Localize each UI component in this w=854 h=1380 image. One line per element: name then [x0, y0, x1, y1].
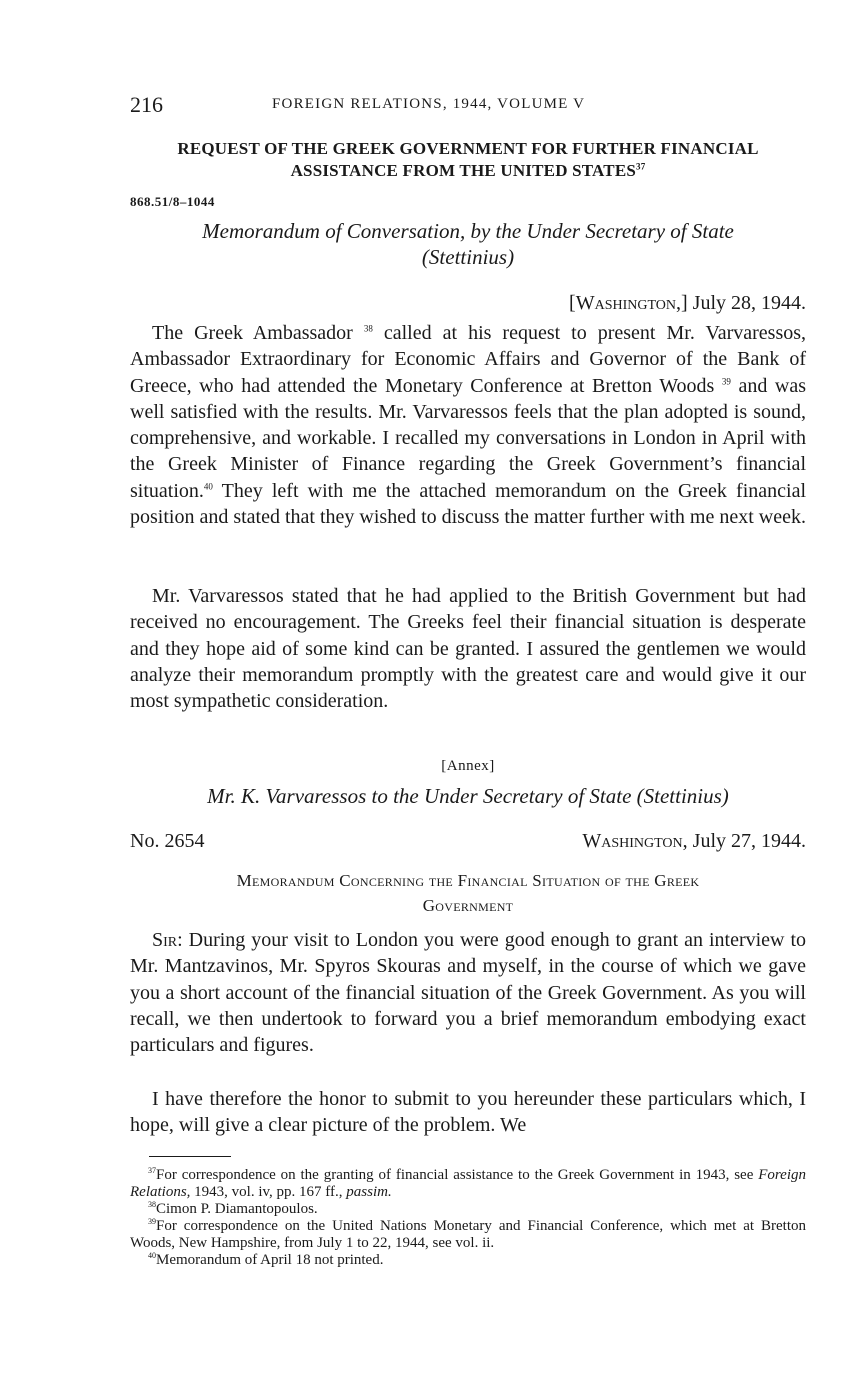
memo-heading-line-1: Memorandum of Conversation, by the Under Secretary of State [202, 219, 734, 243]
paragraph-3 [130, 927, 806, 1058]
paragraph-4: I have therefore the honor to submit to you hereunder these particulars which, I hope, will give a clear picture of the problem. We [130, 1088, 806, 1137]
dateline [569, 292, 806, 315]
footnote-38-text: Cimon P. Diamantopoulos. [156, 1201, 318, 1217]
page-number: 216 [130, 92, 163, 117]
file-number: 868.51/8–1044 [130, 194, 215, 209]
memo-subject-line-1: Memorandum Concerning the Financial Situation of the Greek [236, 871, 700, 890]
running-head [130, 92, 806, 120]
footnote-ref-40[interactable]: 40 [203, 481, 213, 492]
memo-heading-line-2: (Stettinius) [421, 245, 515, 269]
footnote-37-passim: passim. [346, 1184, 392, 1200]
dateline-date: July 28, 1944. [692, 292, 806, 314]
footnote-ref-38[interactable]: 38 [363, 323, 373, 334]
footnote-37-marker: 37 [148, 1166, 156, 1175]
footnote-rule [149, 1156, 231, 1157]
memo-heading [130, 218, 806, 270]
section-title-line-2 [130, 160, 806, 182]
running-title: FOREIGN RELATIONS, 1944, VOLUME V [272, 96, 586, 112]
footnote-ref-39[interactable]: 39 [721, 375, 731, 386]
footnotes [130, 1167, 806, 1269]
annex-label: [Annex] [441, 758, 495, 774]
footnote-38 [130, 1201, 806, 1218]
annex-heading: Mr. K. Varvaressos to the Under Secretary of State (Stettinius) [207, 784, 729, 808]
footnote-40-text: Memorandum of April 18 not printed. [156, 1252, 384, 1268]
footnote-37-text-mid: 1943, vol. iv, pp. 167 ff., [194, 1184, 343, 1200]
paragraph-1-part-4: They left with me the attached memorandum on the Greek financial position and stated that they wished to discuss the matter further with me next week. [130, 479, 807, 529]
paragraph-3-text: : During your visit to London you were good enough to grant an interview to Mr. Mantzavinos, Mr. Spyros Skouras and myself, in the course of which we gave you a short account of the financial situation of the Greek Government. As you will recall, we then undertook to forward you a brief memorandum embodying exact particulars and figures. [130, 929, 806, 1057]
letter-meta [130, 830, 806, 856]
letter-place: Washington, [582, 830, 688, 852]
memo-subject-line-2: Government [422, 896, 514, 915]
paragraph-1-part-1: The Greek Ambassador [152, 322, 353, 344]
memo-subject [130, 868, 806, 918]
letter-number: No. 2654 [130, 830, 205, 852]
footnote-ref-37[interactable]: 37 [636, 161, 646, 172]
footnote-39 [130, 1218, 806, 1252]
letter-date: July 27, 1944. [692, 830, 806, 852]
section-title-line-1: REQUEST OF THE GREEK GOVERNMENT FOR FURTHER FINANCIAL [177, 139, 759, 158]
footnote-39-text: For correspondence on the United Nations Monetary and Financial Conference, which met at Bretton Woods, New Hampshire, from July 1 to 22, 1944, see vol. ii. [130, 1218, 806, 1251]
paragraph-1 [130, 320, 806, 530]
footnote-38-marker: 38 [148, 1200, 156, 1209]
section-title-line-2-text: ASSISTANCE FROM THE UNITED STATES [290, 161, 637, 180]
section-title [130, 138, 806, 182]
footnote-37-text-before: For correspondence on the granting of financial assistance to the Greek Government in 1943, see [156, 1167, 754, 1183]
footnote-37 [130, 1167, 806, 1201]
footnote-39-marker: 39 [148, 1217, 156, 1226]
paragraph-1-part-2: called at his request to present Mr. Varvaressos, Ambassador Extraordinary for Economic Affairs and Governor of the Bank of Greece, who had attended the Monetary Conference at Bretton Woods [130, 322, 807, 397]
footnote-40 [130, 1252, 806, 1269]
footnote-37-source: Foreign Relations, [130, 1167, 806, 1200]
salutation: Sir [152, 929, 178, 951]
letter-dateline [582, 830, 806, 853]
footnote-40-marker: 40 [148, 1251, 156, 1260]
paragraph-1-part-3: and was well satisfied with the results. Mr. Varvaressos feels that the plan adopted is sound, comprehensive, and workable. I recalled my conversations in London in April with the Greek Minister of Finance regarding the Greek Government’s financial situation. [130, 374, 807, 502]
dateline-place: [Washington,] [569, 292, 688, 314]
paragraph-2: Mr. Varvaressos stated that he had applied to the British Government but had received no encouragement. The Greeks feel their financial situation is desperate and they hope aid of some kind can be granted. I assured the gentlemen we would analyze their memorandum promptly with the greatest care and would give it our most sympathetic consideration. [130, 585, 806, 713]
